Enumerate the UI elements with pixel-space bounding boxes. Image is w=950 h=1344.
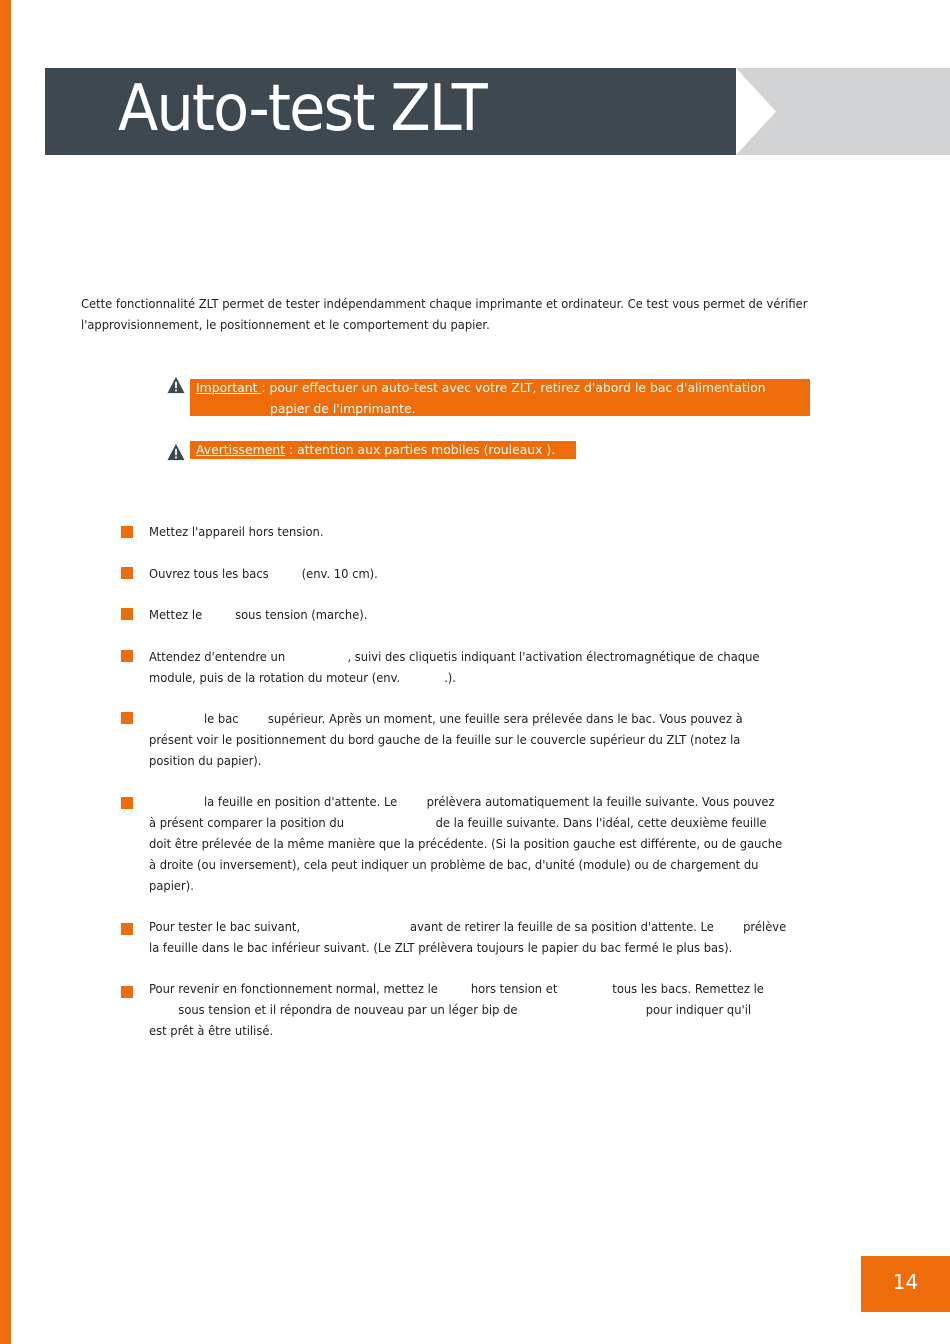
- step-text: Ouvrez tous les bacs (env. 10 cm).: [149, 566, 378, 581]
- bullet-square-icon: [121, 526, 133, 538]
- warning-keyword: Avertissement: [196, 442, 286, 457]
- step-text: Pour revenir en fonctionnement normal, mettez le hors tension et tous les bacs. Remettez le sous tension et il répondra de nouveau par un léger bip de pour indiquer qu'il est prêt à être utilisé.: [149, 981, 764, 1038]
- bullet-square-icon: [121, 650, 133, 662]
- bullet-square-icon: [121, 567, 133, 579]
- intro-paragraph: Cette fonctionnalité ZLT permet de tester indépendamment chaque imprimante et ordinateur. Ce test vous permet de vérifier l'approvisionnement, le positionnement et le comportement du papier.: [81, 296, 808, 332]
- important-note: [190, 379, 810, 416]
- left-accent-bar: [0, 0, 11, 1344]
- title-chevron-decoration: [736, 68, 950, 155]
- page-title: Auto-test ZLT: [118, 72, 486, 146]
- step-text: Pour tester le bac suivant, avant de retirer la feuille de sa position d'attente. Le prélève la feuille dans le bac inférieur suivant. (Le ZLT prélèvera toujours le papier du bac fermé le plus bas).: [149, 919, 787, 955]
- bullet-square-icon: [121, 608, 133, 620]
- bullet-square-icon: [121, 797, 133, 809]
- warning-note: [190, 441, 576, 459]
- important-keyword: Important: [196, 380, 262, 395]
- warning-text: : attention aux parties mobiles (rouleaux ).: [285, 442, 556, 457]
- bullet-square-icon: [121, 923, 133, 935]
- bullet-square-icon: [121, 986, 133, 998]
- warning-icon: [167, 443, 185, 461]
- page-number: 14: [861, 1256, 950, 1312]
- step-text: la feuille en position d'attente. Le prélèvera automatiquement la feuille suivante. Vous pouvez à présent comparer la position du de la feuille suivante. Dans l'idéal, cette deuxième feuille doit être prélevée de la même manière que la précédente. (Si la position gauche est différente, ou de gauche à droite (ou inversement), cela peut indiquer un problème de bac, d'unité (module) ou de chargement du papier).: [149, 794, 783, 893]
- step-text: Mettez l'appareil hors tension.: [149, 524, 324, 539]
- important-text-line2: papier de l'imprimante.: [270, 401, 416, 416]
- important-text-line1: : pour effectuer un auto-test avec votre ZLT, retirez d'abord le bac d'alimentation: [261, 380, 766, 395]
- step-text: Mettez le sous tension (marche).: [149, 607, 368, 622]
- step-text: Attendez d'entendre un , suivi des cliquetis indiquant l'activation électromagnétique de chaque module, puis de la rotation du moteur (env. .).: [149, 649, 760, 685]
- warning-icon: [167, 376, 185, 394]
- bullet-square-icon: [121, 712, 133, 724]
- step-text: le bac supérieur. Après un moment, une feuille sera prélevée dans le bac. Vous pouvez à présent voir le positionnement du bord gauche de la feuille sur le couvercle supérieur du ZLT (notez la position du papier).: [149, 711, 743, 768]
